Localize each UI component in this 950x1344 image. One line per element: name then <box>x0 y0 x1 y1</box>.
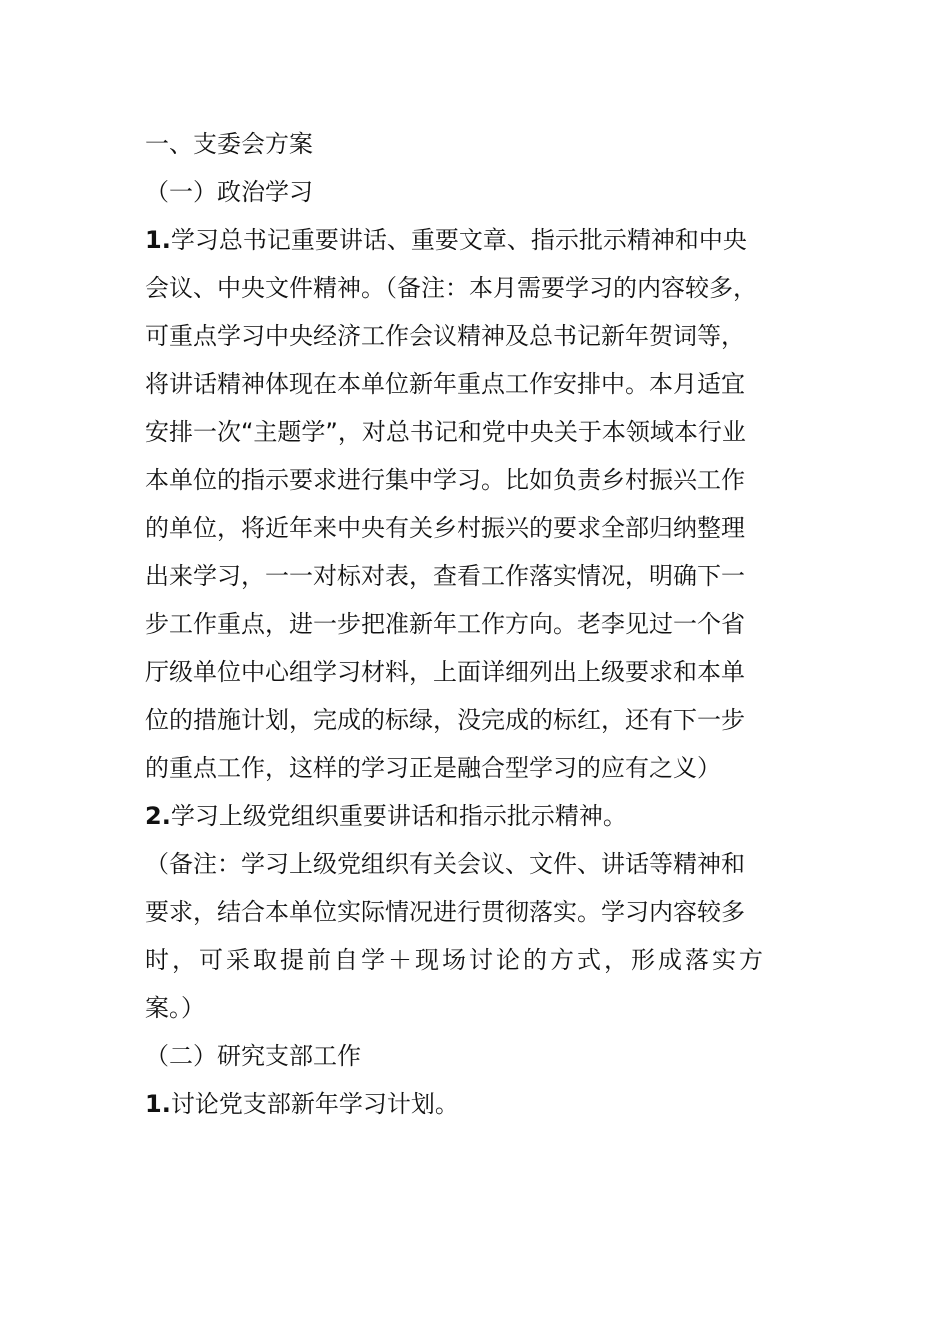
section1-title-line <box>145 177 313 207</box>
item1-line-4 <box>145 417 746 447</box>
item2-line-3 <box>145 945 766 975</box>
item1-line-7 <box>145 561 745 591</box>
item2-text-3: 时，可采取提前自学＋现场讨论的方式，形成落实方 <box>145 946 766 974</box>
item1-line-1 <box>145 273 757 303</box>
item2-text-4: 案。） <box>145 994 205 1022</box>
item1-text-9: 厅级单位中心组学习材料，上面详细列出上级要求和本单 <box>145 658 745 686</box>
item3-text: 讨论党支部新年学习计划。 <box>170 1090 459 1118</box>
item1-text-4: 安排一次“主题学”，对总书记和党中央关于本领域本行业 <box>145 418 746 446</box>
item1-line-2 <box>145 321 745 351</box>
item1-line-9 <box>145 657 745 687</box>
item1-text-11: 的重点工作，这样的学习正是融合型学习的应有之义） <box>145 754 721 782</box>
section2-title: （二）研究支部工作 <box>145 1042 361 1070</box>
heading-line <box>145 129 313 159</box>
section2-title-line <box>145 1041 361 1071</box>
section1-title: （一）政治学习 <box>145 178 313 206</box>
item1-line-5 <box>145 465 745 495</box>
item1-text-3: 将讲话精神体现在本单位新年重点工作安排中。本月适宜 <box>145 370 745 398</box>
item2-text-1: （备注：学习上级党组织有关会议、文件、讲话等精神和 <box>145 850 745 878</box>
item3-line <box>145 1089 459 1119</box>
item2-number: 2. <box>145 802 171 830</box>
item1-text-10: 位的措施计划，完成的标绿，没完成的标红，还有下一步 <box>145 706 745 734</box>
item1-text-5: 本单位的指示要求进行集中学习。比如负责乡村振兴工作 <box>145 466 745 494</box>
item1-line-10 <box>145 705 745 735</box>
item1-line-8 <box>145 609 745 639</box>
item2-line-1 <box>145 849 745 879</box>
item2-text-0: 学习上级党组织重要讲话和指示批示精神。 <box>170 802 627 830</box>
item1-line-6 <box>145 513 745 543</box>
item1-text-7: 出来学习，一一对标对表，查看工作落实情况，明确下一 <box>145 562 745 590</box>
item3-number: 1. <box>145 1090 171 1118</box>
item1-line-0 <box>145 225 747 255</box>
item2-line-2 <box>145 897 745 927</box>
item1-line-3 <box>145 369 745 399</box>
item1-text-1: 会议、中央文件精神。（备注：本月需要学习的内容较多， <box>145 274 757 302</box>
heading-text: 一、支委会方案 <box>145 130 313 158</box>
item1-text-0: 学习总书记重要讲话、重要文章、指示批示精神和中央 <box>170 226 747 254</box>
item2-line-4 <box>145 993 205 1023</box>
item1-number: 1. <box>145 226 171 254</box>
item1-line-11 <box>145 753 721 783</box>
item1-text-2: 可重点学习中央经济工作会议精神及总书记新年贺词等， <box>145 322 745 350</box>
item1-text-6: 的单位，将近年来中央有关乡村振兴的要求全部归纳整理 <box>145 514 745 542</box>
item2-text-2: 要求，结合本单位实际情况进行贯彻落实。学习内容较多 <box>145 898 745 926</box>
item2-line-0 <box>145 801 627 831</box>
item1-text-8: 步工作重点，进一步把准新年工作方向。老李见过一个省 <box>145 610 745 638</box>
